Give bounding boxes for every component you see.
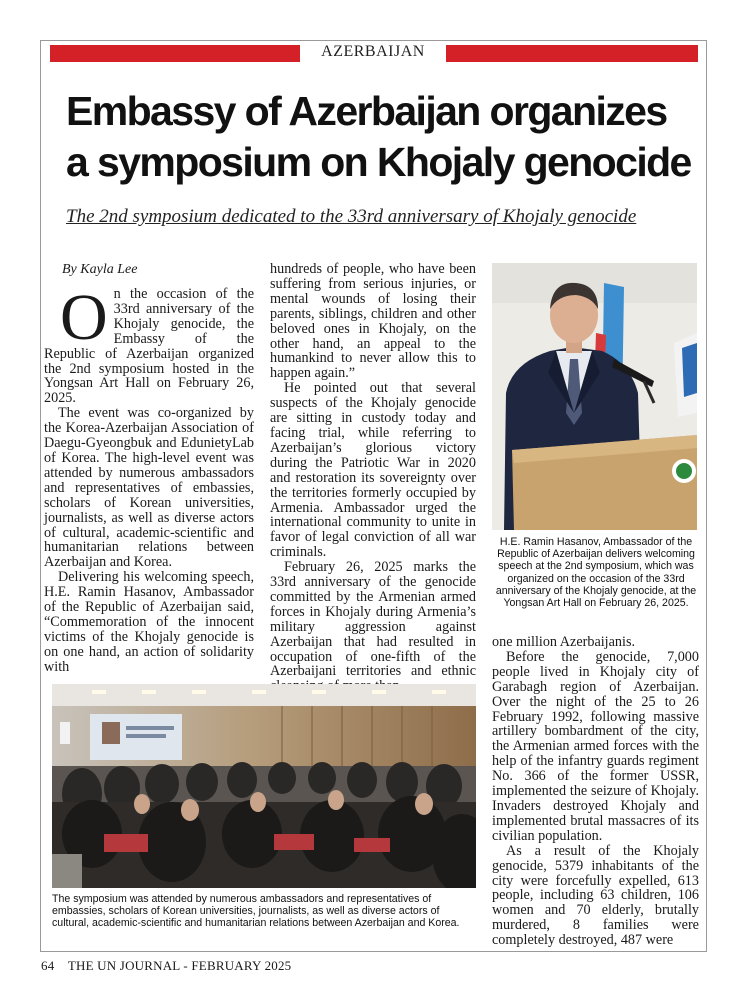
article-column-3	[492, 635, 699, 948]
journal-name: THE UN JOURNAL - FEBRUARY 2025	[67, 958, 292, 973]
paragraph-text: n the occasion of the 33rd anniversary of the Khojaly genocide, the Embassy of the Republic of Azerbaijan organized the 2nd symposium hosted in the Yongsan Art Hall on February 26, 2025.	[44, 286, 254, 407]
paragraph: The event was co-organized by the Korea-Azerbaijan Association of Daegu-Gyeongbuk and EdunietyLab of Korea. The high-level event was attended by numerous ambassadors and representatives of embassies, scholars of Korean universities, journalists, as well as diverse actors of cultural, academic-scientific and humanitarian relations between Azerbaijan and Korea.	[44, 405, 254, 571]
audience-photo	[52, 684, 476, 888]
article-column-2	[270, 262, 476, 694]
ambassador-photo-illustration	[492, 263, 697, 530]
section-bar-left	[50, 45, 300, 62]
paragraph: Before the genocide, 7,000 people lived in Khojaly city of Garabagh region of Azerbaijan. Over the night of the 25 to 26 February 1992, following massive artillery bombardment of the city, the Armenian armed forces with the help of the infantry guards regiment No. 366 of the former USSR, implemented the seizure of Khojaly. Invaders destroyed Khojaly and implemented brutal massacres of its civilian population.	[492, 648, 699, 844]
paragraph: As a result of the Khojaly genocide, 5379 inhabitants of the city were forcefully expelled, 613 people, including 63 children, 106 women and 70 elderly, brutally murdered, 8 families were completely destroyed, 487 were	[492, 842, 699, 949]
article-column-1	[44, 281, 254, 675]
section-bar-right	[446, 45, 698, 62]
headline-line-1: Embassy of Azerbaijan organizes	[66, 88, 667, 134]
section-label: AZERBAIJAN	[321, 43, 425, 60]
drop-cap: O	[60, 281, 108, 354]
audience-photo-caption: The symposium was attended by numerous ambassadors and representatives of embassies, scholars of Korean universities, journalists, as well as diverse actors of cultural, academic-scientific and humanitarian relations between Azerbaijan and Korea.	[52, 893, 460, 930]
headline-line-2: a symposium on Khojaly genocide	[66, 139, 691, 185]
ambassador-photo	[492, 263, 697, 530]
paragraph: Delivering his welcoming speech, H.E. Ramin Hasanov, Ambassador of the Republic of Azerbaijan said, “Commemoration of the innocent victims of the Khojaly genocide is on one hand, an action of solidarity with	[44, 569, 254, 675]
ambassador-photo-caption: H.E. Ramin Hasanov, Ambassador of the Republic of Azerbaijan delivers welcoming speech at the 2nd symposium, which was organized on the occasion of the 33rd anniversary of the Khojaly genocide, at the Yongsan Art Hall on February 26, 2025.	[495, 536, 697, 610]
subheadline: The 2nd symposium dedicated to the 33rd anniversary of Khojaly genocide	[66, 206, 637, 227]
paragraph: one million Azerbaijanis.	[492, 634, 636, 650]
paragraph: hundreds of people, who have been suffering from serious injuries, or mental wounds of losing their parents, siblings, children and other beloved ones in Khojaly, on the other hand, an appeal to the humankind to never allow this to happen again.”	[270, 261, 476, 382]
byline: By Kayla Lee	[62, 262, 138, 277]
paragraph	[44, 281, 254, 407]
page-footer	[41, 958, 291, 974]
paragraph: February 26, 2025 marks the 33rd anniversary of the genocide committed by the Armenian armed forces in Khojaly during Armenia’s military aggression against Azerbaijan that had resulted in occupation of one-fifth of the Azerbaijani territories and ethnic	[270, 559, 476, 680]
headline	[66, 86, 706, 188]
page-number: 64	[41, 958, 55, 973]
audience-photo-illustration	[52, 684, 476, 888]
paragraph: He pointed out that several suspects of the Khojaly genocide are sitting in custody today and facing trial, while referring to Azerbaijan’s glorious victory during the Patriotic War in 2020 and restoration its sovereignty over the territories formerly occupied by Armenia. Ambassador urged the international community to unite in favor of legal conviction of all war criminals.	[270, 380, 476, 561]
